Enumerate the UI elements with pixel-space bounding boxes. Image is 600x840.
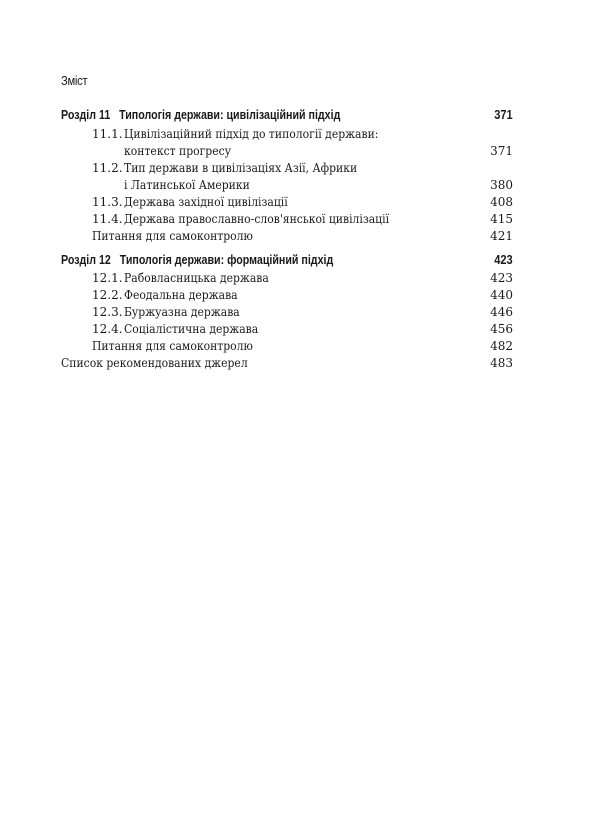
section-number: 11.2.	[92, 161, 123, 175]
review-page: 421	[490, 229, 513, 243]
chapter-page: 423	[494, 252, 513, 267]
chapter-12-row[interactable]	[0, 252, 600, 268]
toc-entry-11-3[interactable]	[0, 195, 600, 211]
section-page: 456	[490, 322, 513, 336]
section-number: 11.4.	[92, 212, 123, 226]
toc-entry-12-4[interactable]	[0, 322, 600, 338]
review-page: 482	[490, 339, 513, 353]
bibliography-page: 483	[490, 356, 513, 370]
toc-entry-12-3[interactable]	[0, 305, 600, 321]
section-title-continued: контекст прогресу	[124, 144, 232, 158]
section-title: Рабовласницька держава	[124, 271, 269, 285]
toc-entry-review-11[interactable]	[0, 229, 600, 245]
toc-entry-11-1-cont[interactable]	[0, 144, 600, 160]
section-title: Держава православно-слов'янської цивілізації	[124, 212, 390, 226]
chapter-11-row[interactable]	[0, 107, 600, 123]
section-title: Соціалістична держава	[124, 322, 259, 336]
toc-entry-12-2[interactable]	[0, 288, 600, 304]
section-number: 11.1.	[92, 127, 123, 141]
section-page: 446	[490, 305, 513, 319]
section-page: 440	[490, 288, 513, 302]
toc-entry-11-4[interactable]	[0, 212, 600, 228]
review-title: Питання для самоконтролю	[92, 339, 253, 353]
section-page: 371	[490, 144, 513, 158]
bibliography-title: Список рекомендованих джерел	[61, 356, 248, 370]
toc-entry-review-12[interactable]	[0, 339, 600, 355]
section-title: Цивілізаційний підхід до типології держави:	[124, 127, 379, 141]
toc-entry-11-2-cont[interactable]	[0, 178, 600, 194]
toc-entry-11-1[interactable]	[0, 127, 600, 143]
section-number: 12.4.	[92, 322, 123, 336]
section-title: Буржуазна держава	[124, 305, 240, 319]
section-title: Феодальна держава	[124, 288, 238, 302]
section-number: 12.1.	[92, 271, 123, 285]
section-page: 380	[490, 178, 513, 192]
toc-entry-bibliography[interactable]	[0, 356, 600, 372]
review-title: Питання для самоконтролю	[92, 229, 253, 243]
toc-entry-11-2[interactable]	[0, 161, 600, 177]
toc-entry-12-1[interactable]	[0, 271, 600, 287]
chapter-title: Розділ 11 Типологія держави: цивілізаційний підхід	[61, 107, 341, 122]
section-title: Тип держави в цивілізаціях Азії, Африки	[124, 161, 358, 175]
section-number: 12.3.	[92, 305, 123, 319]
chapter-page: 371	[494, 107, 513, 122]
chapter-title: Розділ 12 Типологія держави: формаційний підхід	[61, 252, 334, 267]
section-page: 415	[490, 212, 513, 226]
section-page: 408	[490, 195, 513, 209]
toc-header: Зміст	[61, 73, 88, 88]
section-page: 423	[490, 271, 513, 285]
section-number: 11.3.	[92, 195, 123, 209]
section-number: 12.2.	[92, 288, 123, 302]
section-title: Держава західної цивілізації	[124, 195, 288, 209]
section-title-continued: і Латинської Америки	[124, 178, 250, 192]
